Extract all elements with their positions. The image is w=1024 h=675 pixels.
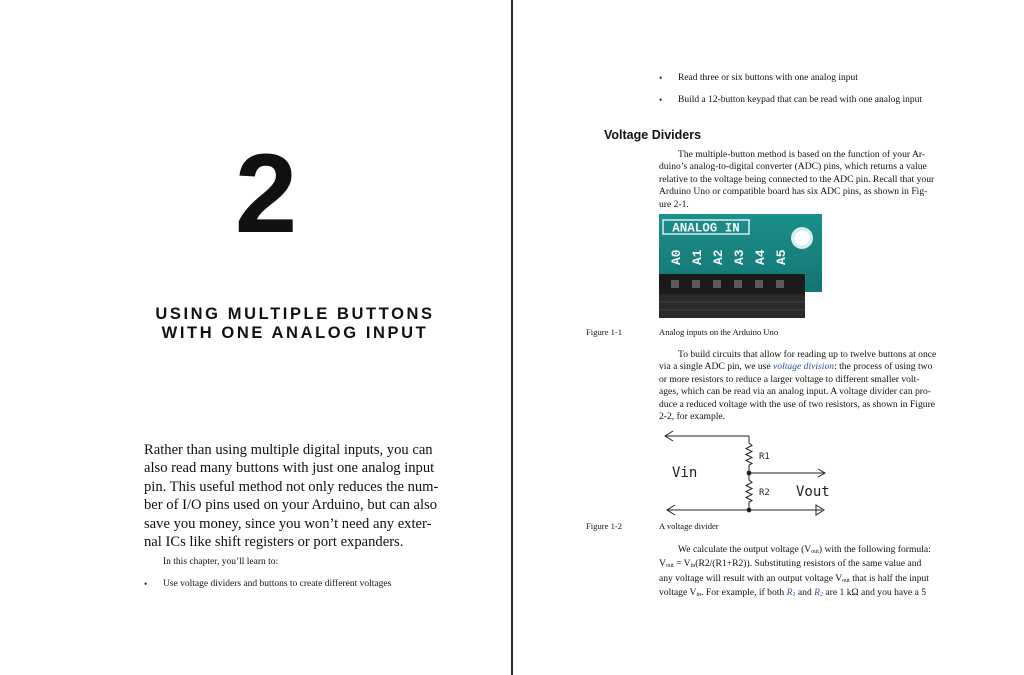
pin-label: A0	[669, 249, 684, 265]
para-text: and	[795, 587, 815, 599]
chapter-title-line: WITH ONE ANALOG INPUT	[161, 324, 429, 342]
book-spine	[511, 0, 513, 675]
para-line: ages, which can be read via an analog input. A voltage divider can pro-	[659, 386, 931, 398]
pin-label: A4	[753, 249, 768, 265]
intro-line: nal ICs like shift registers or port expanders.	[144, 534, 404, 551]
para-line: 2-2, for example.	[659, 411, 726, 423]
para-text: We calculate the output voltage (V	[678, 544, 812, 555]
board-label: ANALOG IN	[672, 221, 740, 236]
r2-label: R2	[759, 488, 770, 498]
bullet-dot: •	[659, 95, 663, 105]
intro-line: save you money, since you won’t need any exter-	[144, 515, 432, 532]
subscript: in	[690, 563, 696, 570]
figure-label: Figure 1-1	[586, 327, 623, 337]
r1-term: R	[786, 587, 793, 599]
para-line: or more resistors to reduce a larger voltage to different smaller volt-	[659, 373, 920, 385]
para-line: duce a reduced voltage with the use of two resistors, as shown in Figure	[659, 398, 936, 410]
subscript: 2	[820, 592, 824, 599]
section-heading: Voltage Dividers	[604, 128, 702, 142]
bullet-dot: •	[144, 579, 148, 589]
para-text: V	[659, 558, 666, 570]
pin-label: A5	[774, 249, 789, 265]
pin-label: A2	[711, 249, 726, 265]
bullet-item: Read three or six buttons with one analog input	[678, 73, 858, 83]
figure-caption: Analog inputs on the Arduino Uno	[659, 327, 779, 337]
learn-intro: In this chapter, you’ll learn to:	[163, 557, 279, 567]
para-text: . For example, if both	[701, 587, 787, 599]
vin-label: Vin	[672, 465, 698, 481]
figure-caption: A voltage divider	[659, 521, 719, 531]
para-text: (R2/(R1+R2)). Substituting resistors of the same value and	[695, 558, 922, 570]
para-text: that is half the input	[849, 572, 929, 584]
chapter-number: 2	[234, 131, 296, 256]
vout-label: Vout	[796, 484, 830, 500]
intro-line: pin. This useful method not only reduces the num-	[144, 478, 439, 495]
bullet-item: Build a 12-button keypad that can be read with one analog input	[678, 95, 923, 105]
figure-label: Figure 1-2	[586, 521, 623, 531]
subscript: in	[696, 592, 702, 599]
para-line	[659, 587, 959, 601]
para-text: are 1 kΩ and you have a 5	[823, 587, 927, 599]
para-line	[659, 558, 959, 572]
para-text: ) with the following formula:	[818, 544, 931, 555]
voltage-division-term: voltage division	[773, 361, 835, 373]
paragraph-formula	[659, 544, 959, 602]
para-line: Arduino Uno or compatible board has six ADC pins, as shown in Fig-	[659, 186, 928, 198]
analog-header-photo	[659, 214, 833, 326]
intro-line: ber of I/O pins used on your Arduino, but can also	[144, 497, 438, 514]
paragraph-adc	[659, 149, 959, 211]
para-text: via a single ADC pin, we use	[659, 361, 774, 373]
bullet-dot: •	[659, 73, 663, 83]
left-page	[0, 0, 511, 675]
voltage-divider-diagram	[659, 428, 859, 520]
subscript: 1	[792, 592, 796, 599]
r2-term: R	[814, 587, 821, 599]
para-line: The multiple-button method is based on the function of your Ar-	[678, 149, 926, 160]
paragraph-voltage-division	[659, 349, 959, 423]
chapter-title-line: USING MULTIPLE BUTTONS	[155, 305, 435, 323]
para-line	[659, 573, 959, 587]
pin-label: A1	[690, 249, 705, 265]
para-line: duino’s analog-to-digital converter (ADC) pins, which returns a value	[659, 161, 927, 173]
para-text: voltage V	[659, 587, 697, 599]
para-line: relative to the voltage being connected to the ADC pin. Recall that your	[659, 173, 935, 185]
intro-line: Rather than using multiple digital inputs, you can	[144, 442, 433, 458]
pin-label: A3	[732, 249, 747, 265]
para-line	[659, 544, 959, 558]
subscript: out	[811, 549, 819, 555]
para-text: : the process of using two	[834, 361, 933, 373]
chapter-title	[80, 305, 510, 343]
para-text: any voltage will result with an output voltage V	[659, 572, 843, 584]
intro-line: also read many buttons with just one analog input	[144, 460, 435, 477]
subscript: out	[842, 577, 850, 584]
para-text: = V	[673, 558, 691, 570]
r1-label: R1	[759, 452, 770, 462]
para-line: ure 2-1.	[659, 198, 689, 210]
para-line: To build circuits that allow for reading up to twelve buttons at once	[678, 349, 937, 360]
bullet-item: Use voltage dividers and buttons to create different voltages	[163, 579, 392, 589]
intro-paragraph	[144, 441, 444, 551]
para-line	[659, 361, 959, 373]
subscript: out	[665, 563, 674, 570]
